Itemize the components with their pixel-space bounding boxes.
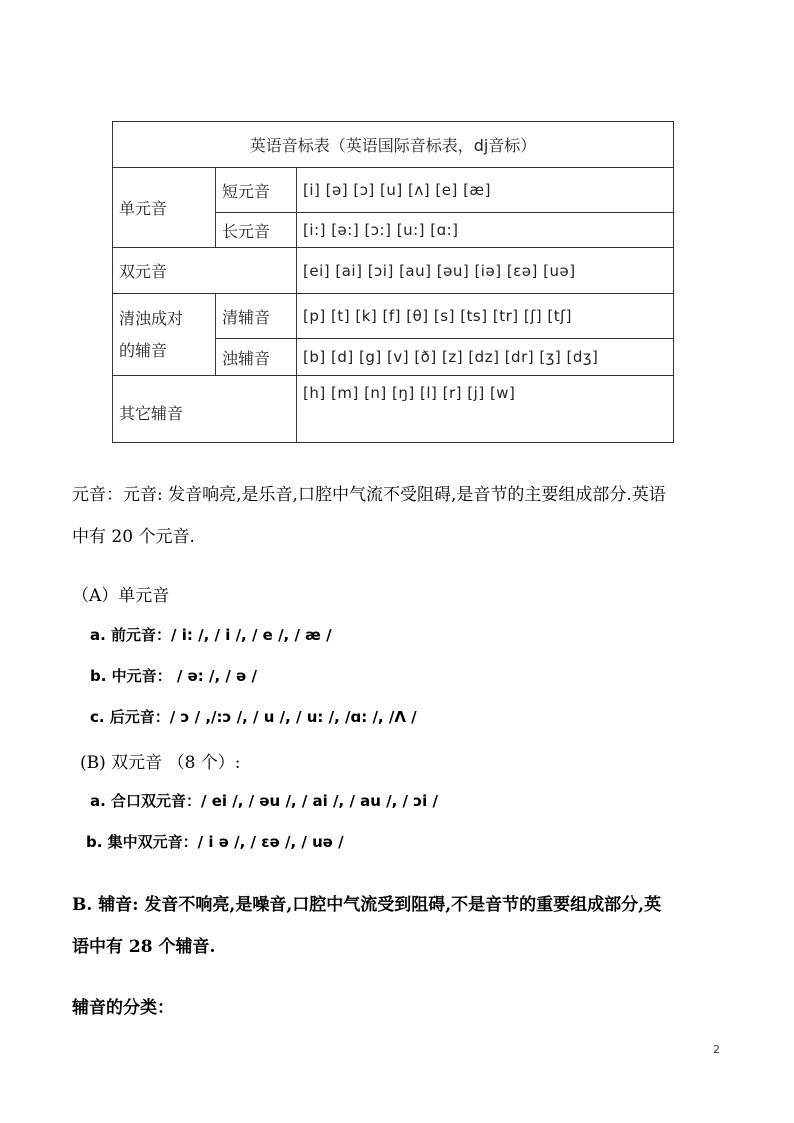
item-central-vowels: b. 中元音： / ə: /, / ə / <box>90 667 257 685</box>
table-row <box>113 376 674 443</box>
paired-consonant-label-line1: 清浊成对 <box>119 308 184 328</box>
voiced-consonant-label: 浊辅音 <box>216 339 297 376</box>
item-front-vowels: a. 前元音：/ i: /, / i /, / e /, / æ / <box>90 626 332 644</box>
consonant-classification-heading: 辅音的分类： <box>72 998 174 1018</box>
voiced-consonant-symbols: [b] [d] [g] [v] [ð] [z] [dz] [dr] [ʒ] [dʒ] <box>297 339 674 376</box>
other-consonant-symbols: [h] [m] [n] [ŋ] [l] [r] [j] [w] <box>297 376 674 443</box>
table-row <box>113 168 674 213</box>
table-title-row <box>113 122 674 168</box>
table-row <box>113 248 674 294</box>
short-vowel-label: 短元音 <box>216 168 297 213</box>
section-b-heading: (B) 双元音 （8 个）: <box>80 753 241 773</box>
item-back-vowels: c. 后元音：/ ɔ / ,/:ɔ /, / u /, / u: /, /ɑ: /, /Λ / <box>90 708 417 726</box>
paired-consonant-label <box>113 294 216 376</box>
phonetic-symbol-table <box>112 121 674 443</box>
page-number: 2 <box>713 1043 720 1056</box>
monophthong-label: 单元音 <box>113 168 216 248</box>
paired-consonant-label-line2: 的辅音 <box>119 340 168 360</box>
section-a-heading: （A）单元音 <box>72 586 170 606</box>
vowel-intro-line1: 元音：元音: 发音响亮,是乐音,口腔中气流不受阻碍,是音节的主要组成部分.英语 <box>72 485 666 505</box>
consonant-intro-line1: B. 辅音: 发音不响亮,是噪音,口腔中气流受到阻碍,不是音节的重要组成部分,英 <box>72 895 662 915</box>
voiceless-consonant-label: 清辅音 <box>216 294 297 339</box>
vowel-intro-line2: 中有 20 个元音. <box>72 527 195 547</box>
diphthong-symbols: [ei] [ai] [ɔi] [au] [əu] [iə] [ɛə] [uə] <box>297 248 674 294</box>
item-centering-diphthongs: b. 集中双元音：/ i ə /, / εə /, / uə / <box>86 833 344 851</box>
diphthong-label: 双元音 <box>113 248 297 294</box>
other-consonant-label: 其它辅音 <box>113 376 297 443</box>
item-closing-diphthongs: a. 合口双元音：/ ei /, / əu /, / ai /, / au /, / ɔi / <box>90 792 438 810</box>
long-vowel-symbols: [i:] [ə:] [ɔ:] [u:] [ɑ:] <box>297 213 674 248</box>
short-vowel-symbols: [i] [ə] [ɔ] [u] [ʌ] [e] [æ] <box>297 168 674 213</box>
consonant-intro-line2: 语中有 28 个辅音. <box>72 937 216 957</box>
voiceless-consonant-symbols: [p] [t] [k] [f] [θ] [s] [ts] [tr] [ʃ] [tʃ] <box>297 294 674 339</box>
table-row <box>113 294 674 339</box>
long-vowel-label: 长元音 <box>216 213 297 248</box>
table-title: 英语音标表（英语国际音标表，dj音标） <box>113 122 674 168</box>
